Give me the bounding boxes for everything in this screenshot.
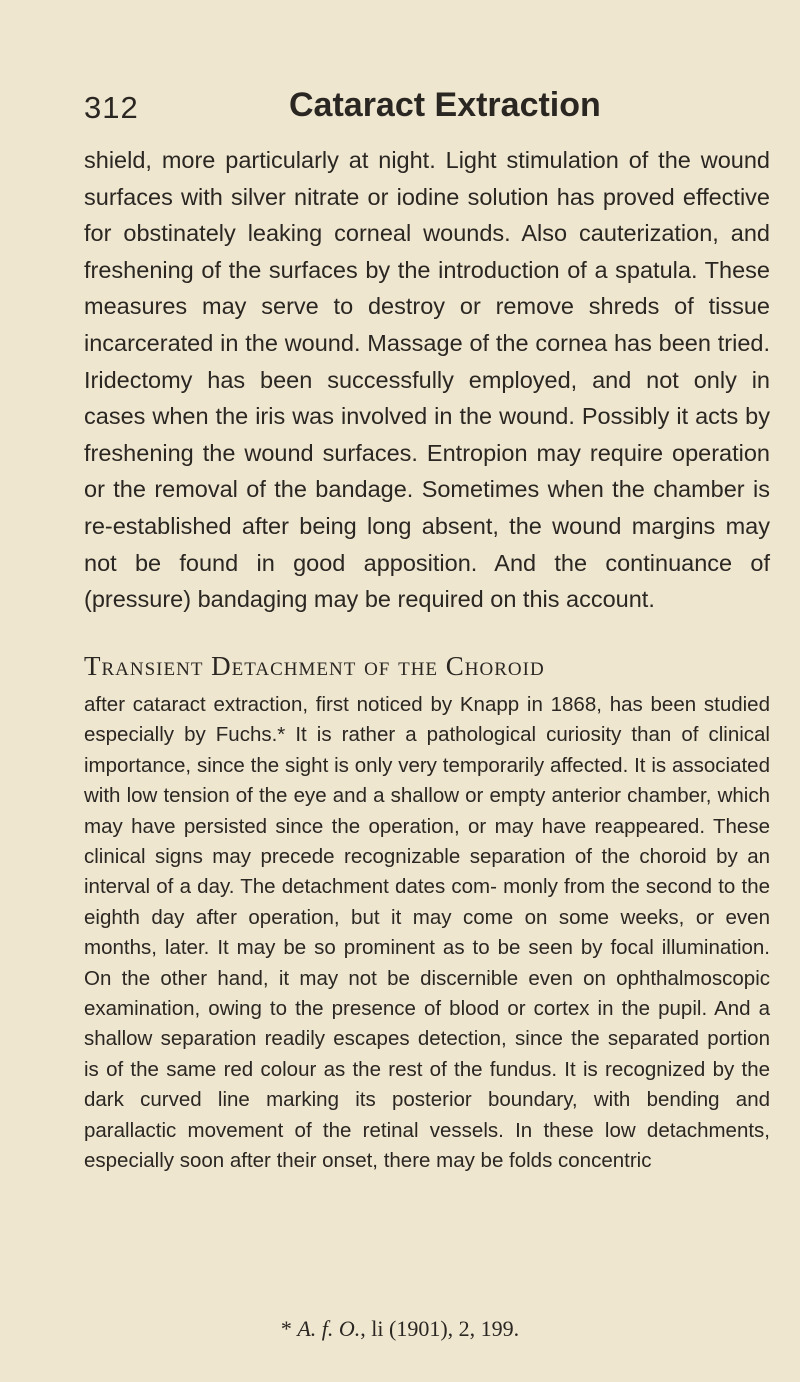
footnote-journal: A. f. O. <box>297 1316 361 1341</box>
footnote <box>0 1316 800 1342</box>
footnote-citation: , li (1901), 2, 199. <box>360 1316 520 1341</box>
paragraph-1: shield, more particularly at night. Light stimulation of the wound surfaces with silver nitrate or iodine solution has proved effective for obstinately leaking corneal wounds. Also cauterization, and freshening of the surfaces by the introduction of a spatula. These measures may serve to destroy or remove shreds of tissue incarcerated in the wound. Massage of the cornea has been tried. Iridectomy has been successfully employed, and not only in cases when the iris was involved in the wound. Possibly it acts by freshening the wound surfaces. Entropion may require operation or the removal of the bandage. Sometimes when the chamber is re-established after being long absent, the wound margins may not be found in good apposition. And the continuance of (pressure) bandaging may be required on this account. <box>84 147 770 613</box>
section-heading <box>84 651 770 682</box>
body-text-block <box>84 142 770 618</box>
footnote-marker: * <box>280 1316 298 1341</box>
body-text-block-2 <box>84 690 770 1177</box>
running-title: Cataract Extraction <box>289 86 601 124</box>
page-number: 312 <box>84 90 139 125</box>
page-header <box>84 86 754 134</box>
section-heading-text: Transient Detachment of the Choroid <box>84 651 545 681</box>
paragraph-2: after cataract extraction, first noticed by Knapp in 1868, has been studied especially by Fuchs.* It is rather a pathological curiosity than of clinical importance, since the sight is only very temporarily affected. It is associated with low tension of the eye and a shallow or empty anterior chamber, which may have persisted since the operation, or may have reappeared. These clinical signs may precede recognizable separation of the choroid by an interval of a day. The detachment dates com- monly from the second to the eighth day after operation, but it may come on some weeks, or even months, later. It may be so prominent as to be seen by focal illumination. On the other hand, it may not be discernible even on ophthalmoscopic examination, owing to the presence of blood or cortex in the pupil. And a shallow separation readily escapes detection, since the separated portion is of the same red colour as the rest of the fundus. It is recognized by the dark curved line marking its posterior boundary, with bending and parallactic movement of the retinal vessels. In these low detachments, especially soon after their onset, there may be folds concentric <box>84 693 770 1173</box>
